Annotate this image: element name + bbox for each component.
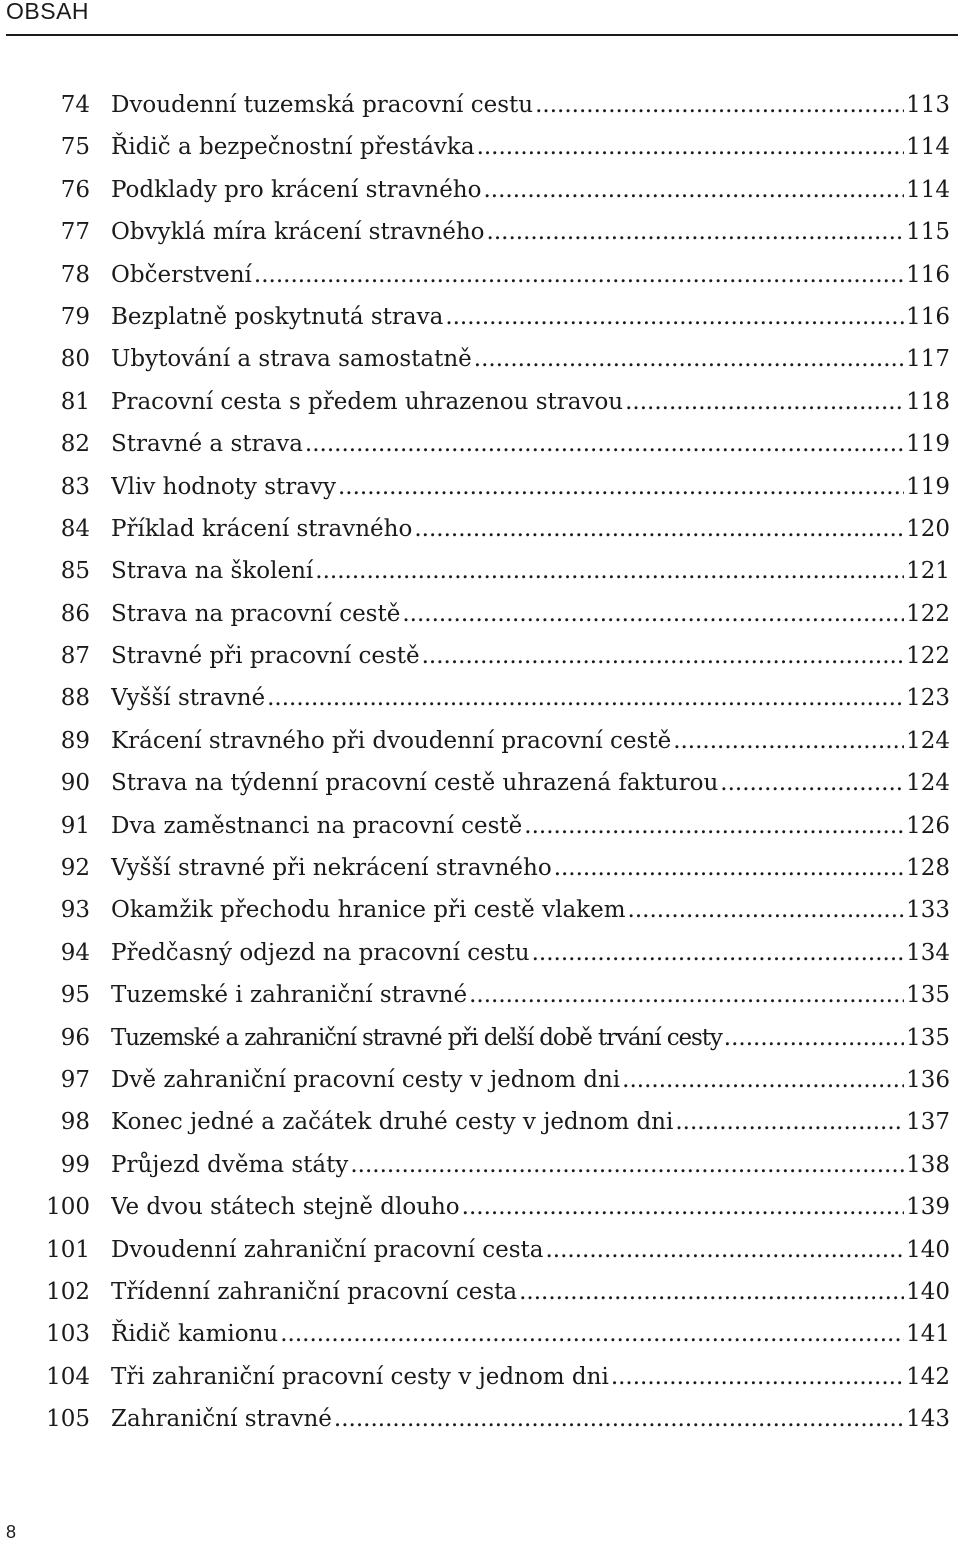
toc-entry-line (111, 84, 950, 126)
dot-leader (673, 720, 904, 762)
toc-entry-line (111, 211, 950, 253)
toc-entry-title: Konec jedné a začátek druhé cesty v jednom dni (111, 1109, 674, 1136)
toc-entry-page: 120 (906, 515, 950, 542)
toc-entry-page: 113 (906, 92, 950, 118)
toc-entry-title: Bezplatně poskytnutá strava (111, 303, 444, 330)
toc-entry-number: 79 (60, 303, 90, 330)
dot-leader (338, 466, 904, 508)
toc-entry-number: 76 (60, 176, 90, 203)
dot-leader (487, 211, 905, 253)
toc-entry-number: 87 (60, 643, 90, 670)
toc-entry-line (111, 338, 950, 380)
toc-entry-number: 96 (60, 1024, 90, 1051)
toc-entry-line (111, 381, 950, 423)
toc-entry-number: 83 (60, 473, 90, 500)
toc-entry-title: Okamžik přechodu hranice při cestě vlakem (111, 897, 626, 924)
toc-entry[interactable] (0, 338, 960, 380)
toc-entry-line (111, 635, 950, 677)
toc-entry-number: 101 (46, 1236, 90, 1263)
toc-entry-line (111, 1313, 950, 1355)
toc-entry[interactable] (0, 974, 960, 1016)
toc-entry-title: Vliv hodnoty stravy (111, 473, 336, 500)
toc-entry-title: Dvoudenní tuzemská pracovní cestu (111, 92, 534, 118)
dot-leader (477, 126, 905, 168)
toc-entry-number: 103 (46, 1321, 90, 1348)
toc-entry-number: 82 (60, 431, 90, 458)
toc-entry[interactable] (0, 1059, 960, 1101)
toc-entry-page: 126 (906, 812, 950, 839)
toc-entry-title: Průjezd dvěma státy (111, 1151, 349, 1178)
toc-entry[interactable] (0, 635, 960, 677)
dot-leader (280, 1313, 904, 1355)
toc-entry[interactable] (0, 1229, 960, 1271)
toc-entry[interactable] (0, 847, 960, 889)
toc-entry-title: Příklad krácení stravného (111, 515, 413, 542)
toc-entry-line (111, 1356, 950, 1398)
page-number: 8 (6, 1522, 17, 1542)
toc-entry-line (111, 466, 950, 508)
toc-entry-title: Vyšší stravné při nekrácení stravného (111, 855, 552, 882)
toc-entry-line (111, 508, 950, 550)
dot-leader (267, 677, 904, 719)
toc-entry[interactable] (0, 1398, 960, 1440)
dot-leader (554, 847, 904, 889)
section-title: OBSAH (6, 0, 90, 24)
toc-entry-number: 85 (60, 558, 90, 585)
toc-entry-line (111, 847, 950, 889)
toc-entry-page: 118 (906, 388, 950, 415)
toc-entry-page: 143 (906, 1406, 950, 1433)
toc-entry-page: 115 (906, 219, 950, 246)
dot-leader (622, 1059, 904, 1101)
dot-leader (315, 550, 904, 592)
toc-entry-title: Dva zaměstnanci na pracovní cestě (111, 812, 523, 839)
dot-leader (334, 1398, 904, 1440)
toc-entry-line (111, 593, 950, 635)
toc-entry-number: 90 (60, 770, 90, 797)
toc-entry-page: 142 (906, 1363, 950, 1390)
toc-entry-title: Tři zahraniční pracovní cesty v jednom dni (111, 1363, 609, 1390)
toc-entry[interactable] (0, 550, 960, 592)
toc-entry[interactable] (0, 1186, 960, 1228)
toc-entry[interactable] (0, 1356, 960, 1398)
toc-entry-line (111, 423, 950, 465)
toc-entry-number: 94 (60, 939, 90, 966)
toc-entry-page: 124 (906, 770, 950, 797)
toc-entry-line (111, 932, 950, 974)
dot-leader (625, 381, 904, 423)
toc-entry-number: 74 (60, 92, 90, 118)
toc-entry[interactable] (0, 381, 960, 423)
toc-entry[interactable] (0, 508, 960, 550)
toc-entry-title: Obvyklá míra krácení stravného (111, 219, 485, 246)
toc-entry-line (111, 1186, 950, 1228)
dot-leader (483, 169, 904, 211)
dot-leader (254, 254, 904, 296)
dot-leader (402, 593, 904, 635)
toc-entry-page: 133 (906, 897, 950, 924)
toc-entry-title: Pracovní cesta s předem uhrazenou stravou (111, 388, 624, 415)
toc-entry-title: Stravné a strava (111, 431, 303, 458)
toc-entry-number: 99 (60, 1151, 90, 1178)
dot-leader (469, 974, 904, 1016)
toc-entry-page: 134 (906, 939, 950, 966)
toc-entry-page: 116 (906, 303, 950, 330)
toc-entry-line (111, 720, 950, 762)
toc-entry-page: 116 (906, 261, 950, 288)
dot-leader (724, 1017, 904, 1059)
toc-entry-page: 121 (906, 558, 950, 585)
toc-entry-title: Tuzemské i zahraniční stravné (111, 982, 468, 1009)
toc-entry[interactable] (0, 1144, 960, 1186)
dot-leader (611, 1356, 904, 1398)
toc-entry-line (111, 1398, 950, 1440)
toc-entry-number: 97 (60, 1066, 90, 1093)
toc-entry-line (111, 550, 950, 592)
dot-leader (532, 932, 904, 974)
toc-entry-page: 140 (906, 1236, 950, 1263)
toc-entry-line (111, 889, 950, 931)
toc-entry-title: Občerstvení (111, 261, 252, 288)
toc-entry[interactable] (0, 1271, 960, 1313)
toc-entry-title: Tuzemské a zahraniční stravné při delší době trvání cesty (111, 1024, 722, 1051)
toc-entry-line (111, 169, 950, 211)
toc-entry-page: 122 (906, 600, 950, 627)
dot-leader (675, 1101, 904, 1143)
toc-entry-line (111, 1059, 950, 1101)
dot-leader (519, 1271, 904, 1313)
toc-entry-page: 136 (906, 1066, 950, 1093)
toc-entry-line (111, 126, 950, 168)
dot-leader (546, 1229, 905, 1271)
toc-entry-line (111, 296, 950, 338)
toc-entry-number: 75 (60, 134, 90, 161)
dot-leader (414, 508, 904, 550)
toc-entry[interactable] (0, 932, 960, 974)
toc-entry-title: Třídenní zahraniční pracovní cesta (111, 1278, 518, 1305)
dot-leader (720, 762, 904, 804)
toc-entry-title: Ubytování a strava samostatně (111, 346, 472, 373)
toc-entry-line (111, 1271, 950, 1313)
toc-entry-title: Ve dvou státech stejně dlouho (111, 1194, 460, 1221)
dot-leader (474, 338, 904, 380)
toc-entry-number: 84 (60, 515, 90, 542)
toc-entry-number: 92 (60, 855, 90, 882)
toc-entry[interactable] (0, 1017, 960, 1059)
toc-entry-number: 95 (60, 982, 90, 1009)
dot-leader (445, 296, 904, 338)
toc-entry-line (111, 254, 950, 296)
toc-entry-number: 86 (60, 600, 90, 627)
toc-entry[interactable] (0, 466, 960, 508)
toc-entry-page: 138 (906, 1151, 950, 1178)
toc-entry-number: 80 (60, 346, 90, 373)
toc-entry[interactable] (0, 211, 960, 253)
toc-entry[interactable] (0, 423, 960, 465)
toc-entry-title: Podklady pro krácení stravného (111, 176, 482, 203)
dot-leader (305, 423, 904, 465)
toc-entry-page: 135 (906, 1024, 950, 1051)
toc-entry-line (111, 974, 950, 1016)
toc-entry-number: 91 (60, 812, 90, 839)
toc-entry[interactable] (0, 126, 960, 168)
toc-entry-page: 135 (906, 982, 950, 1009)
toc-entry-title: Strava na školení (111, 558, 314, 585)
dot-leader (350, 1144, 904, 1186)
toc-entry-number: 88 (60, 685, 90, 712)
page-header (6, 0, 958, 36)
toc-entry-number: 100 (46, 1194, 90, 1221)
toc-entry-number: 93 (60, 897, 90, 924)
toc-entry[interactable] (0, 677, 960, 719)
toc-entry-page: 114 (906, 134, 950, 161)
toc-entry-line (111, 1144, 950, 1186)
toc-entry[interactable] (0, 84, 960, 126)
toc-entry-page: 124 (906, 727, 950, 754)
toc-entry-line (111, 1017, 950, 1059)
toc-entry-line (111, 677, 950, 719)
toc-entry-number: 102 (46, 1278, 90, 1305)
toc-entry[interactable] (0, 254, 960, 296)
dot-leader (462, 1186, 904, 1228)
toc-entry[interactable] (0, 720, 960, 762)
toc-entry-number: 81 (60, 388, 90, 415)
toc-entry-title: Strava na pracovní cestě (111, 600, 401, 627)
dot-leader (524, 805, 904, 847)
toc-entry-title: Strava na týdenní pracovní cestě uhrazená fakturou (111, 770, 719, 797)
toc-entry-number: 104 (46, 1363, 90, 1390)
toc-entry-number: 98 (60, 1109, 90, 1136)
toc-entry-page: 123 (906, 685, 950, 712)
toc-entry[interactable] (0, 593, 960, 635)
toc-entry-line (111, 805, 950, 847)
toc-entry-line (111, 762, 950, 804)
toc-entry[interactable] (0, 1313, 960, 1355)
toc-entry-title: Zahraniční stravné (111, 1406, 332, 1433)
toc-entry-title: Stravné při pracovní cestě (111, 643, 420, 670)
dot-leader (628, 889, 905, 931)
toc-entry[interactable] (0, 762, 960, 804)
toc-entry-title: Řidič kamionu (111, 1321, 279, 1348)
toc-entry-page: 117 (906, 346, 950, 373)
toc-entry-number: 78 (60, 261, 90, 288)
toc-entry-page: 137 (906, 1109, 950, 1136)
toc-entry-number: 105 (46, 1406, 90, 1433)
toc-entry-page: 141 (906, 1321, 950, 1348)
toc-entry-title: Dvě zahraniční pracovní cesty v jednom dni (111, 1066, 621, 1093)
toc-entry-line (111, 1101, 950, 1143)
toc-entry-title: Dvoudenní zahraniční pracovní cesta (111, 1236, 544, 1263)
toc-entry-line (111, 1229, 950, 1271)
toc-entry-page: 128 (906, 855, 950, 882)
toc-entry[interactable] (0, 169, 960, 211)
toc-entry-title: Řidič a bezpečnostní přestávka (111, 134, 475, 161)
toc-entry[interactable] (0, 805, 960, 847)
toc-entry[interactable] (0, 1101, 960, 1143)
toc-entry-page: 139 (906, 1194, 950, 1221)
toc-entry-page: 122 (906, 643, 950, 670)
toc-entry-page: 119 (906, 473, 950, 500)
toc-entry-number: 89 (60, 727, 90, 754)
toc-entry-title: Krácení stravného při dvoudenní pracovní cestě (111, 727, 672, 754)
toc-entry[interactable] (0, 296, 960, 338)
toc-entry-title: Předčasný odjezd na pracovní cestu (111, 939, 530, 966)
toc-entry-number: 77 (60, 219, 90, 246)
table-of-contents (0, 84, 960, 1441)
dot-leader (535, 84, 904, 126)
dot-leader (422, 635, 904, 677)
toc-entry-page: 140 (906, 1278, 950, 1305)
toc-entry-title: Vyšší stravné (111, 685, 266, 712)
toc-entry-page: 114 (906, 176, 950, 203)
toc-entry[interactable] (0, 889, 960, 931)
toc-entry-page: 119 (906, 431, 950, 458)
